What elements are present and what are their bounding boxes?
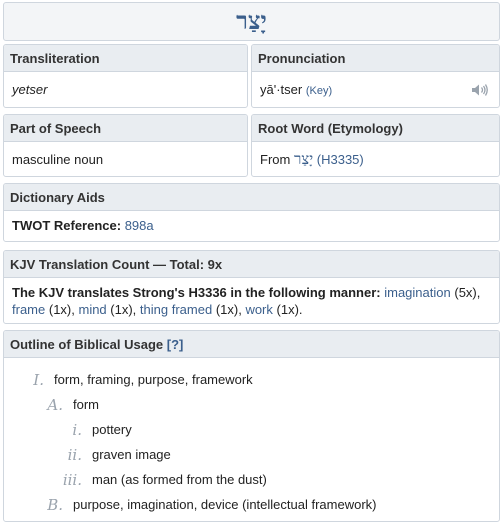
pronunciation-panel — [251, 44, 500, 108]
kjv-word-link[interactable]: thing framed — [139, 302, 213, 317]
kjv-intro: The KJV translates Strong's H3336 in the following manner: — [12, 285, 381, 300]
outline-panel — [3, 330, 500, 522]
outline-title: Outline of Biblical Usage — [10, 337, 164, 352]
dictionary-aids-header: Dictionary Aids — [4, 184, 499, 211]
speaker-icon[interactable] — [471, 83, 489, 97]
root-word-ref-link[interactable]: (H3335) — [316, 152, 364, 167]
kjv-body — [4, 278, 499, 324]
kjv-word-link[interactable]: work — [245, 302, 273, 317]
outline-numeral: iii. — [62, 471, 82, 489]
transliteration-panel — [3, 44, 248, 108]
twot-label: TWOT Reference: — [12, 218, 122, 233]
outline-numeral: i. — [72, 421, 82, 439]
outline-text: form — [73, 397, 99, 412]
outline-numeral: B. — [47, 496, 63, 514]
outline-header — [4, 331, 499, 358]
part-of-speech-value: masculine noun — [12, 152, 104, 167]
pronunciation-value: yā'·tser — [260, 82, 303, 97]
kjv-word-link[interactable]: frame — [12, 302, 46, 317]
outline-text: graven image — [92, 447, 171, 462]
headword-box — [3, 2, 500, 41]
root-word-row — [252, 142, 499, 177]
outline-numeral: ii. — [67, 446, 82, 464]
kjv-count-panel — [3, 250, 500, 324]
kjv-word-count: (1x), — [215, 302, 242, 317]
outline-text: purpose, imagination, device (intellectual framework) — [73, 497, 377, 512]
root-word-panel — [251, 114, 500, 177]
part-of-speech-header: Part of Speech — [4, 115, 247, 142]
outline-help-link[interactable]: [?] — [166, 337, 184, 352]
part-of-speech-panel — [3, 114, 248, 177]
kjv-word-link[interactable]: imagination — [384, 285, 451, 300]
pronunciation-key-link[interactable]: (Key) — [305, 85, 333, 97]
kjv-word-count: (1x), — [110, 302, 137, 317]
outline-numeral: I. — [33, 371, 44, 389]
root-word-prefix: From — [260, 152, 291, 167]
outline-text: pottery — [92, 422, 132, 437]
dictionary-aids-panel — [3, 183, 500, 242]
root-word-header: Root Word (Etymology) — [252, 115, 499, 142]
headword: יָצַר — [236, 6, 267, 35]
transliteration-value: yetser — [12, 82, 48, 97]
transliteration-header: Transliteration — [4, 45, 247, 72]
kjv-word-count: (1x). — [276, 302, 303, 317]
pronunciation-header: Pronunciation — [252, 45, 499, 72]
twot-row — [4, 211, 499, 241]
kjv-word-count: (5x), — [454, 285, 481, 300]
twot-ref-link[interactable]: 898a — [124, 218, 154, 233]
kjv-word-link[interactable]: mind — [78, 302, 107, 317]
pronunciation-row — [252, 72, 499, 107]
kjv-word-count: (1x), — [48, 302, 75, 317]
root-word-hebrew-link[interactable]: יָצַר — [293, 150, 314, 168]
outline-text: form, framing, purpose, framework — [54, 372, 253, 387]
outline-numeral: A. — [47, 396, 63, 414]
kjv-header: KJV Translation Count — Total: 9x — [4, 251, 499, 278]
outline-text: man (as formed from the dust) — [92, 472, 267, 487]
